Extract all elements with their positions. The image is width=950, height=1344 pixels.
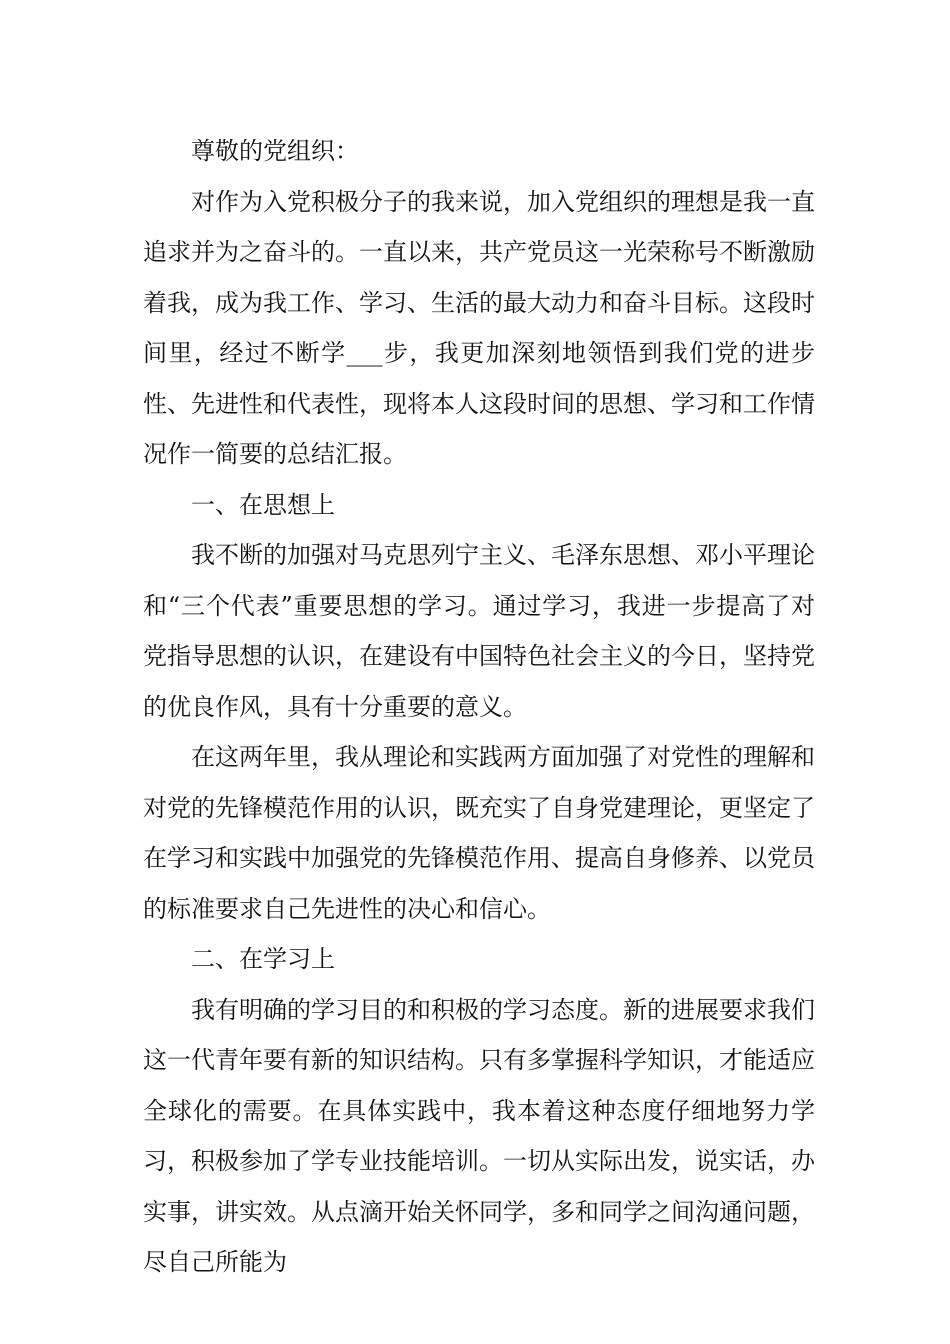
document-body bbox=[143, 126, 815, 1288]
paragraph-study-1: 我有明确的学习目的和积极的学习态度。新的进展要求我们这一代青年要有新的知识结构。只有多掌握科学知识，才能适应全球化的需要。在具体实践中，我本着这种态度仔细地努力学习，积极参加了学专业技能培训。一切从实际出发，说实话，办实事，讲实效。从点滴开始关怀同学，多和同学之间沟通问题，尽自己所能为 bbox=[143, 995, 815, 1276]
section-heading-study: 二、在学习上 bbox=[191, 945, 335, 973]
paragraph-thought-2: 在这两年里，我从理论和实践两方面加强了对党性的理解和对党的先锋模范作用的认识，既充实了自身党建理论，更坚定了在学习和实践中加强党的先锋模范作用、提高自身修养、以党员的标准要求自己先进性的决心和信心。 bbox=[143, 743, 815, 923]
paragraph-thought-1: 我不断的加强对马克思列宁主义、毛泽东思想、邓小平理论和“三个代表”重要思想的学习。通过学习，我进一步提高了对党指导思想的认识，在建设有中国特色社会主义的今日，坚持党的优良作风，具有十分重要的意义。 bbox=[143, 541, 815, 721]
greeting: 尊敬的党组织： bbox=[191, 137, 359, 165]
section-heading-thought: 一、在思想上 bbox=[191, 490, 335, 519]
paragraph-intro: 对作为入党积极分子的我来说，加入党组织的理想是我一直追求并为之奋斗的。一直以来，共产党员这一光荣称号不断激励着我，成为我工作、学习、生活的最大动力和奋斗目标。这段时间里，经过不断学___步，我更加深刻地领悟到我们党的进步性、先进性和代表性，现将本人这段时间的思想、学习和工作情况作一简要的总结汇报。 bbox=[143, 187, 815, 468]
